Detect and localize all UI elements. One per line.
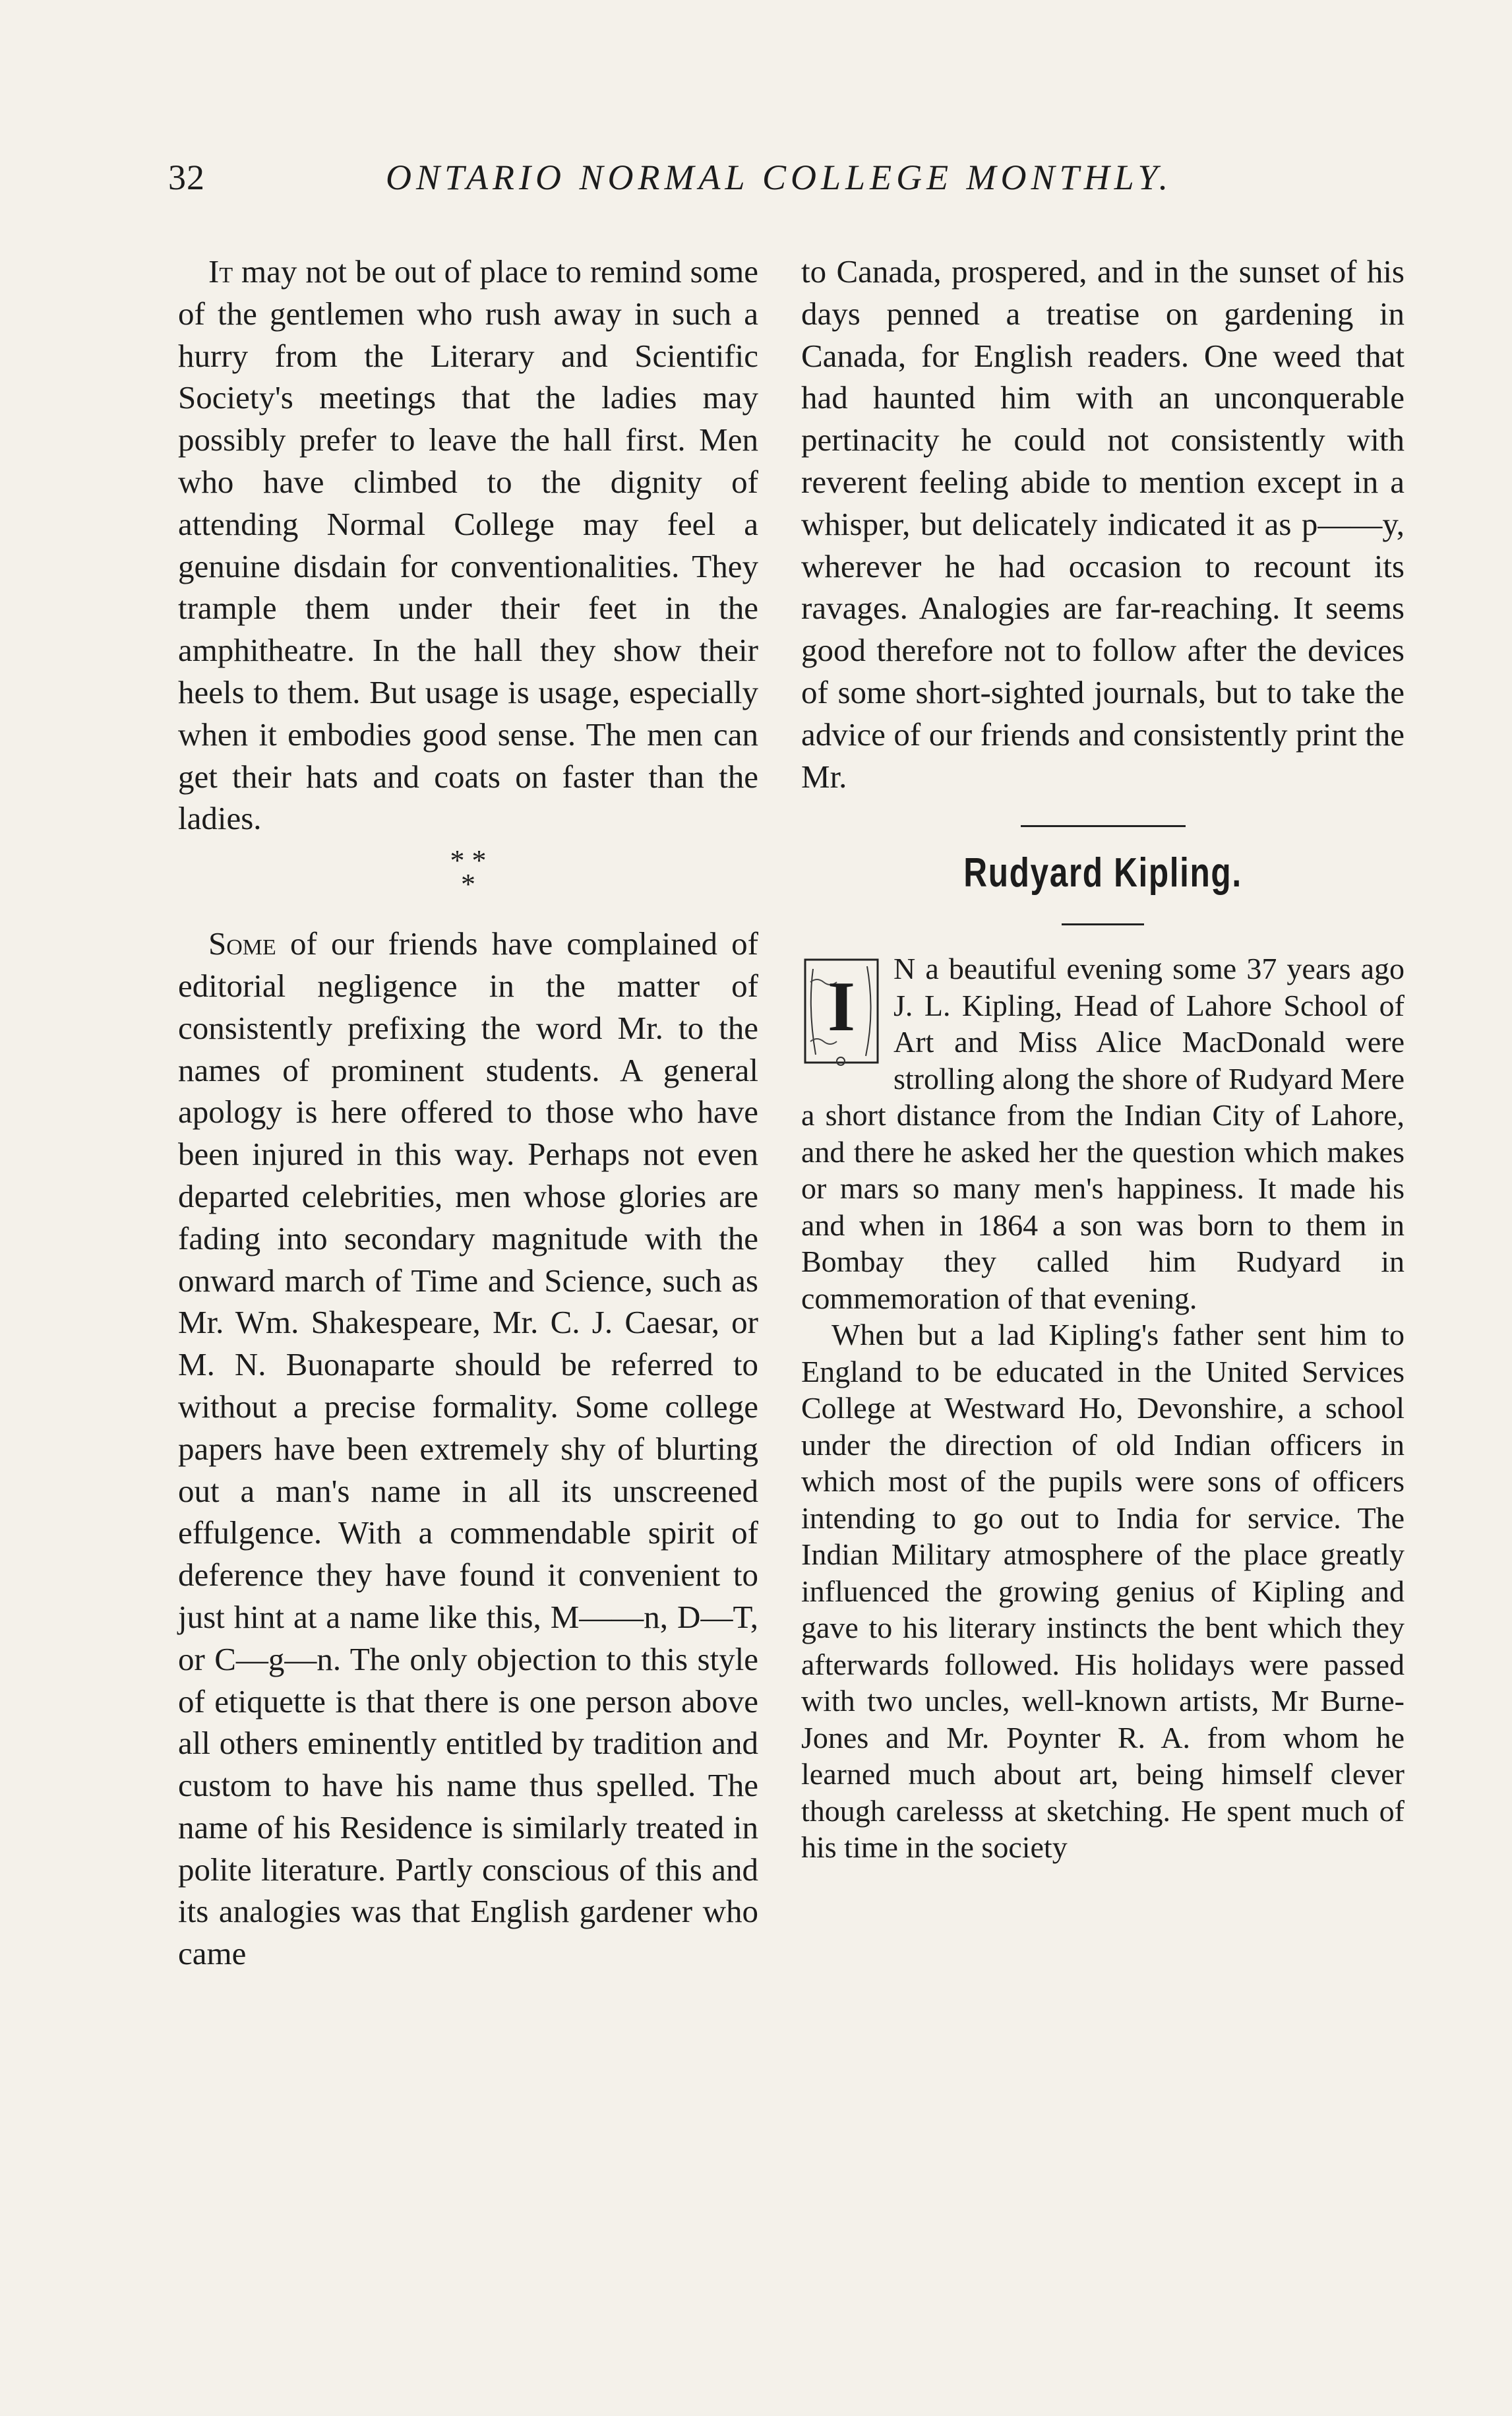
paragraph-continuation: to Canada, prospered, and in the sunset of his days penned a treatise on gardening in Canada, for English readers. One weed that had haunted him with an unconquerable pertinacity he could not consistently with reverent feeling abide to mention except in a whisper, but delicately indicated it as p——y, wherever he had occasion to recount its ravages. Analogies are far-reaching. It seems good therefore not to follow after the devices of some short-sighted journals, but to take the advice of our friends and consistently print the Mr.: [801, 253, 1405, 795]
article-paragraph-1: N a beautiful evening some 37 years ago J. L. Kipling, Head of Lahore School of Art and Miss Alice MacDonald were strolling along the shore of Rudyard Mere a short distance from the Indian City of Lahore, and there he asked her the question which makes or mars so many men's happiness. It made his and when in 1864 a son was born to them in Bombay they called him Rudyard in commemoration of that evening.: [801, 952, 1405, 1315]
paragraph-lead-word: It: [208, 253, 233, 290]
left-column: [178, 251, 758, 1975]
running-title: ONTARIO NORMAL COLLEGE MONTHLY.: [386, 158, 1173, 197]
paragraph-editorial-apology: [178, 923, 758, 1975]
right-column: [801, 251, 1405, 1866]
asterism-bottom: *: [461, 868, 475, 901]
paragraph-lead-word: Some: [208, 925, 276, 962]
article-title: Rudyard Kipling.: [963, 850, 1242, 896]
article-body: [801, 950, 1405, 1866]
asterism-top: * *: [450, 844, 487, 877]
asterism-divider: [178, 844, 758, 901]
article-paragraph-2: When but a lad Kipling's father sent him to England to be educated in the United Services College at Westward Ho, Devonshire, a school under the direction of old Indian officers in which most of the pupils were sons of officers intending to go out to India for service. The Indian Military atmosphere of the place greatly influenced the growing genius of Kipling and gave to his literary instincts the bent which they afterwards followed. His holidays were passed with two uncles, well-known artists, Mr Burne-Jones and Mr. Poynter R. A. from whom he learned much about art, being himself clever though carelesss at sketching. He spent much of his time in the society: [801, 1318, 1405, 1865]
paragraph-text: of our friends have complained of editorial negligence in the matter of consistently prefixing the word Mr. to the names of prominent students. A general apology is here offered to those who have been injured in this way. Perhaps not even departed celebrities, men whose glories are fading into secondary magnitude with the onward march of Time and Science, such as Mr. Wm. Shakespeare, Mr. C. J. Caesar, or M. N. Buonaparte should be referred to without a precise formality. Some college papers have been extremely shy of blurting out a man's name in all its unscreened effulgence. With a commendable spirit of deference they have found it convenient to just hint at a name like this, M——n, D—T, or C—g—n. The only objection to this style of etiquette is that there is one person above all others eminently entitled by tradition and custom to have his name thus spelled. The name of his Residence is similarly treated in polite literature. Partly conscious of this and its analogies was that English gardener who came: [178, 925, 758, 1972]
section-divider-rule: [1021, 825, 1186, 827]
page-header: [168, 157, 1197, 210]
page-number: 32: [168, 158, 205, 197]
title-underline-rule: [1062, 923, 1144, 925]
paragraph-text: may not be out of place to remind some of the gentlemen who rush away in such a hurry from the Literary and Scientific Society's meetings that the ladies may possibly prefer to leave the hall first. Men who have climbed to the dignity of attending Normal College may feel a genuine disdain for conventionalities. They trample them under their feet in the amphitheatre. In the hall they show their heels to them. But usage is usage, especially when it embodies good sense. The men can get their hats and coats on faster than the ladies.: [178, 253, 758, 837]
paragraph-ladies-first: [178, 251, 758, 840]
dropcap-letter: I: [828, 968, 856, 1047]
ornamental-dropcap: [801, 956, 883, 1068]
